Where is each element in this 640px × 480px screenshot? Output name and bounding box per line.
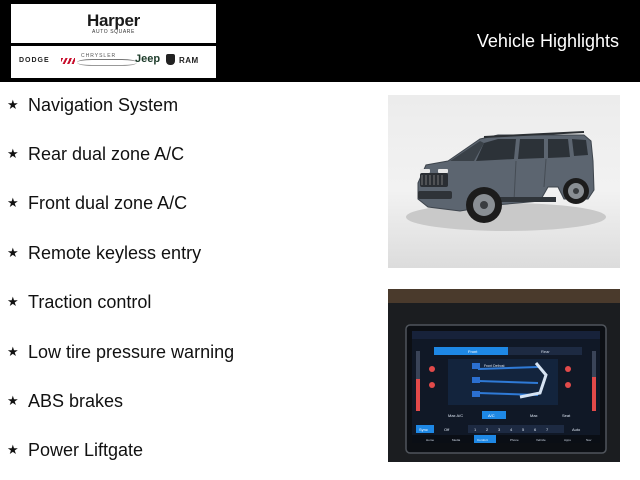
dealer-name: Harper [86, 11, 140, 30]
fan-speed-bar [468, 425, 564, 433]
svg-text:2: 2 [486, 427, 489, 432]
seat-label: Seat [562, 413, 571, 418]
list-item [7, 193, 187, 217]
dashboard-screen-photo[interactable] [388, 289, 620, 462]
seat-heat-icon [565, 382, 571, 388]
list-item [7, 144, 184, 168]
feature-label: Remote keyless entry [28, 243, 202, 263]
star-icon: ★ [7, 98, 19, 113]
feature-label: Traction control [28, 292, 152, 312]
svg-text:1: 1 [474, 427, 477, 432]
suv-image [388, 95, 620, 268]
feature-label: Power Liftgate [28, 440, 144, 460]
list-item [7, 391, 123, 415]
page-title: Vehicle Highlights [476, 31, 619, 51]
feature-label: ABS brakes [28, 391, 124, 411]
ac-label: A/C [488, 413, 495, 418]
list-item [7, 342, 234, 366]
star-icon: ★ [7, 295, 19, 310]
feature-label: Low tire pressure warning [28, 342, 235, 362]
star-icon: ★ [7, 147, 19, 162]
list-item [7, 292, 151, 316]
tab-front-label: Front [468, 349, 478, 354]
star-icon: ★ [7, 196, 19, 211]
svg-text:3: 3 [498, 427, 501, 432]
auto-label: Auto [572, 427, 581, 432]
list-item [7, 95, 178, 119]
seat-heat-icon [565, 366, 571, 372]
off-label: Off [444, 427, 450, 432]
star-icon: ★ [7, 246, 19, 261]
tab-rear-label: Rear [541, 349, 550, 354]
jeep-logo: Jeep [135, 53, 161, 65]
feature-label: Front dual zone A/C [28, 193, 188, 213]
brand-logos [11, 46, 216, 78]
svg-text:Media: Media [452, 438, 461, 442]
svg-text:4: 4 [510, 427, 513, 432]
svg-text:Phone: Phone [510, 438, 519, 442]
seat-heat-icon [429, 366, 435, 372]
star-icon: ★ [7, 443, 19, 458]
front-defrost-label: Front Defrost [484, 364, 505, 368]
svg-text:Apps: Apps [564, 438, 571, 442]
dodge-stripes-icon [61, 58, 75, 64]
bumper [418, 191, 452, 199]
dealer-subtitle: AUTO SQUARE [92, 29, 135, 35]
list-item [7, 440, 143, 464]
svg-text:Nav: Nav [586, 438, 592, 442]
list-item [7, 243, 201, 267]
ram-logo: RAM [179, 56, 199, 65]
star-icon: ★ [7, 394, 19, 409]
ram-head-icon [166, 54, 175, 65]
front-hub [480, 201, 488, 209]
quarter-window [572, 139, 588, 156]
svg-text:Comfort: Comfort [477, 438, 488, 442]
dash-trim [388, 289, 620, 303]
max-ac-label: Max A/C [448, 413, 464, 418]
svg-text:Vehicle: Vehicle [536, 438, 546, 442]
sync-label: Sync [419, 427, 428, 432]
headlight [420, 169, 430, 173]
star-icon: ★ [7, 345, 19, 360]
defrost-button [472, 363, 480, 369]
svg-text:5: 5 [522, 427, 525, 432]
dodge-logo: DODGE [19, 57, 50, 64]
headlight [438, 169, 448, 173]
max-label: Max [530, 413, 538, 418]
chrysler-wings-icon [77, 59, 137, 66]
climate-screen-image [388, 289, 620, 462]
dealer-logo[interactable] [11, 4, 216, 43]
rear-window [548, 139, 570, 158]
feature-label: Rear dual zone A/C [28, 144, 185, 164]
vehicle-exterior-photo[interactable] [388, 95, 620, 268]
mid-window [518, 139, 544, 159]
svg-text:7: 7 [546, 427, 549, 432]
svg-text:6: 6 [534, 427, 537, 432]
seat-heat-icon [429, 382, 435, 388]
nav-bar [412, 435, 600, 443]
feature-label: Navigation System [28, 95, 179, 115]
svg-text:Home: Home [426, 438, 435, 442]
rear-hub [573, 188, 579, 194]
header-bar [0, 0, 640, 82]
chrysler-logo: CHRYSLER [81, 53, 117, 59]
